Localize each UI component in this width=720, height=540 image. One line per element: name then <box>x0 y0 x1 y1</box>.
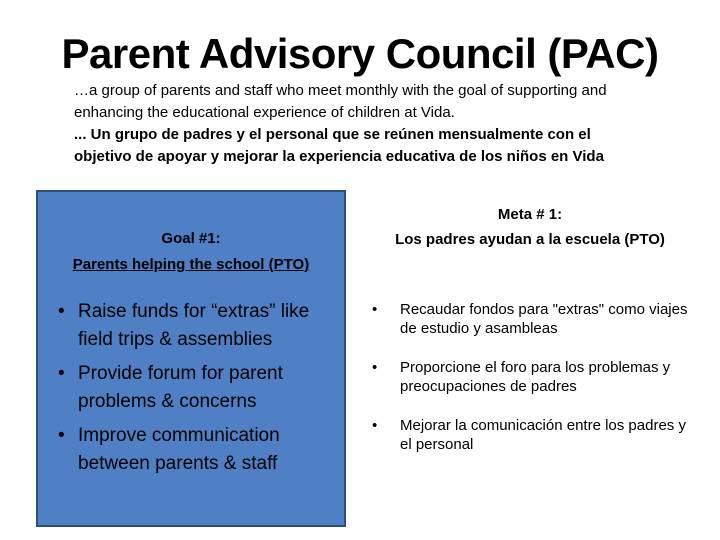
meta-list-item <box>372 416 692 454</box>
meta-subheading: Los padres ayudan a la escuela (PTO) <box>395 231 665 248</box>
meta-list-item <box>372 300 692 338</box>
goal-header <box>38 226 344 278</box>
meta-header <box>380 202 680 252</box>
meta-item-text: Recaudar fondos para "extras" como viajes de estudio y asambleas <box>400 301 688 337</box>
bullet-icon: • <box>58 363 65 384</box>
goal-heading: Goal #1: <box>161 230 221 247</box>
goal-box <box>36 190 346 527</box>
intro-english: …a group of parents and staff who meet monthly with the goal of supporting and enhancing the educational experience of children at Vida. <box>74 82 607 121</box>
goal-item-text: Raise funds for “extras” like field trips & assemblies <box>78 301 310 350</box>
goal-subheading: Parents helping the school (PTO) <box>72 256 310 273</box>
goal-list-item <box>58 298 348 354</box>
bullet-icon: • <box>372 301 378 318</box>
goal-item-text: Improve communication between parents & staff <box>78 425 280 474</box>
intro-spanish: ... Un grupo de padres y el personal que se reúnen mensualmente con el objetivo de apoyar y mejorar la experiencia educativa de los niños en Vida <box>74 126 604 165</box>
meta-heading: Meta # 1: <box>497 206 563 223</box>
meta-item-text: Mejorar la comunicación entre los padres y el personal <box>400 417 686 453</box>
intro-text <box>74 80 634 168</box>
bullet-icon: • <box>372 417 378 434</box>
goal-list <box>58 298 348 484</box>
goal-list-item <box>58 360 348 416</box>
goal-item-text: Provide forum for parent problems & concerns <box>78 363 283 412</box>
page-title: Parent Advisory Council (PAC) <box>61 30 659 77</box>
bullet-icon: • <box>58 301 65 322</box>
goal-list-item <box>58 422 348 478</box>
bullet-icon: • <box>58 425 65 446</box>
meta-item-text: Proporcione el foro para los problemas y preocupaciones de padres <box>400 359 671 395</box>
meta-list-item <box>372 358 692 396</box>
meta-list <box>372 300 692 474</box>
bullet-icon: • <box>372 359 378 376</box>
